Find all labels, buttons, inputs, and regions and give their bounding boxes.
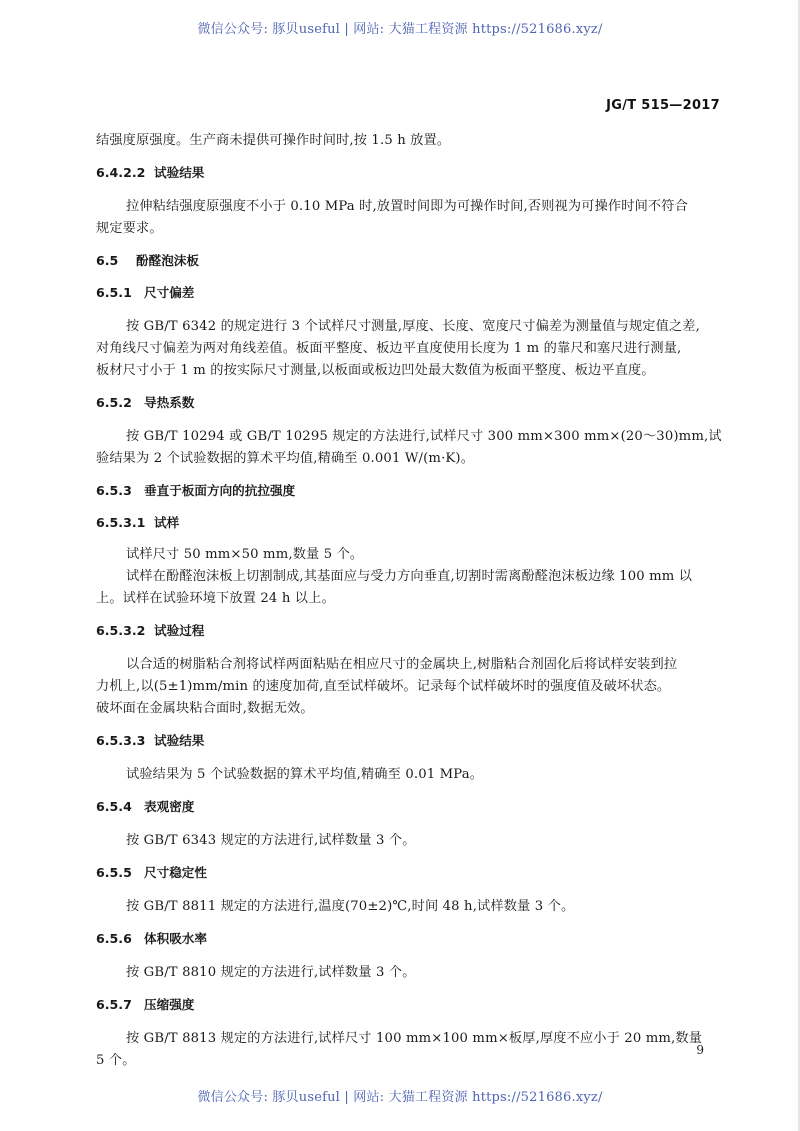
paragraph-line: 验结果为 2 个试验数据的算术平均值,精确至 0.001 W/(m·K)。 bbox=[96, 451, 475, 466]
section-title: 尺寸偏差 bbox=[144, 285, 195, 300]
paragraph-line: 按 GB/T 8810 规定的方法进行,试样数量 3 个。 bbox=[126, 965, 416, 980]
section-title: 酚醛泡沫板 bbox=[136, 253, 199, 268]
paragraph-line: 按 GB/T 6343 规定的方法进行,试样数量 3 个。 bbox=[126, 833, 416, 848]
paragraph-line: 按 GB/T 10294 或 GB/T 10295 规定的方法进行,试样尺寸 300 mm×300 mm×(20～30)mm,试 bbox=[126, 429, 722, 444]
watermark-bottom: 微信公众号: 豚贝useful | 网站: 大猫工程资源 https://521686.xyz/ bbox=[197, 1090, 603, 1105]
section-title: 试验结果 bbox=[154, 165, 205, 180]
paragraph-line: 破坏面在金属块粘合面时,数据无效。 bbox=[96, 701, 314, 716]
section-heading-6-5-7 bbox=[96, 996, 720, 1014]
section-title: 导热系数 bbox=[144, 395, 195, 410]
section-number: 6.4.2.2 bbox=[96, 165, 146, 180]
section-heading-6-5-3-2 bbox=[96, 622, 720, 640]
section-heading-6-5 bbox=[96, 252, 720, 270]
paragraph-line: 拉伸粘结强度原强度不小于 0.10 MPa 时,放置时间即为可操作时间,否则视为可操作时间不符合 bbox=[126, 199, 688, 214]
paragraph-line: 5 个。 bbox=[96, 1053, 136, 1068]
section-number: 6.5.2 bbox=[96, 395, 132, 410]
section-number: 6.5.1 bbox=[96, 285, 132, 300]
section-number: 6.5.7 bbox=[96, 997, 132, 1012]
section-heading-6-5-3-3 bbox=[96, 732, 720, 750]
section-title: 尺寸稳定性 bbox=[144, 865, 207, 880]
section-title: 垂直于板面方向的抗拉强度 bbox=[144, 483, 296, 498]
section-title: 压缩强度 bbox=[144, 997, 195, 1012]
section-heading-6-5-3-1 bbox=[96, 514, 720, 532]
section-title: 试验结果 bbox=[154, 733, 205, 748]
section-title: 体积吸水率 bbox=[144, 931, 207, 946]
section-number: 6.5.3.3 bbox=[96, 733, 146, 748]
section-number: 6.5.4 bbox=[96, 799, 132, 814]
paragraph-line: 上。试样在试验环境下放置 24 h 以上。 bbox=[96, 591, 335, 606]
section-title: 试样 bbox=[154, 515, 180, 530]
section-number: 6.5 bbox=[96, 253, 119, 268]
paragraph-line: 按 GB/T 8813 规定的方法进行,试样尺寸 100 mm×100 mm×板厚,厚度不应小于 20 mm,数量 bbox=[126, 1031, 703, 1046]
paragraph-line: 结强度原强度。生产商未提供可操作时间时,按 1.5 h 放置。 bbox=[96, 133, 451, 148]
paragraph-line: 规定要求。 bbox=[96, 221, 163, 236]
section-heading-6-5-3 bbox=[96, 482, 720, 500]
section-number: 6.5.5 bbox=[96, 865, 132, 880]
section-heading-6-4-2-2 bbox=[96, 164, 720, 182]
paragraph-line: 以合适的树脂粘合剂将试样两面粘贴在相应尺寸的金属块上,树脂粘合剂固化后将试样安装到拉 bbox=[126, 657, 678, 672]
section-number: 6.5.3.2 bbox=[96, 623, 146, 638]
section-number: 6.5.3.1 bbox=[96, 515, 146, 530]
section-heading-6-5-5 bbox=[96, 864, 720, 882]
page-number: 9 bbox=[696, 1043, 704, 1057]
paragraph-line: 按 GB/T 8811 规定的方法进行,温度(70±2)℃,时间 48 h,试样数量 3 个。 bbox=[126, 899, 575, 914]
paragraph-line: 试样尺寸 50 mm×50 mm,数量 5 个。 bbox=[126, 547, 364, 562]
section-title: 试验过程 bbox=[154, 623, 205, 638]
paragraph-line: 力机上,以(5±1)mm/min 的速度加荷,直至试样破坏。记录每个试样破坏时的强度值及破坏状态。 bbox=[96, 679, 671, 694]
document-id: JG/T 515—2017 bbox=[606, 98, 720, 113]
paragraph-line: 对角线尺寸偏差为两对角线差值。板面平整度、板边平直度使用长度为 1 m 的靠尺和塞尺进行测量, bbox=[96, 341, 682, 356]
section-heading-6-5-4 bbox=[96, 798, 720, 816]
section-heading-6-5-2 bbox=[96, 394, 720, 412]
paragraph-line: 按 GB/T 6342 的规定进行 3 个试样尺寸测量,厚度、长度、宽度尺寸偏差为测量值与规定值之差, bbox=[126, 319, 700, 334]
section-number: 6.5.3 bbox=[96, 483, 132, 498]
section-number: 6.5.6 bbox=[96, 931, 132, 946]
watermark-top: 微信公众号: 豚贝useful | 网站: 大猫工程资源 https://521686.xyz/ bbox=[197, 22, 603, 37]
section-heading-6-5-1 bbox=[96, 284, 720, 302]
section-title: 表观密度 bbox=[144, 799, 195, 814]
paragraph-line: 试验结果为 5 个试验数据的算术平均值,精确至 0.01 MPa。 bbox=[126, 767, 484, 782]
section-heading-6-5-6 bbox=[96, 930, 720, 948]
paragraph-line: 板材尺寸小于 1 m 的按实际尺寸测量,以板面或板边凹处最大数值为板面平整度、板边平直度。 bbox=[96, 363, 655, 378]
paragraph-line: 试样在酚醛泡沫板上切割制成,其基面应与受力方向垂直,切割时需离酚醛泡沫板边缘 100 mm 以 bbox=[126, 569, 693, 584]
